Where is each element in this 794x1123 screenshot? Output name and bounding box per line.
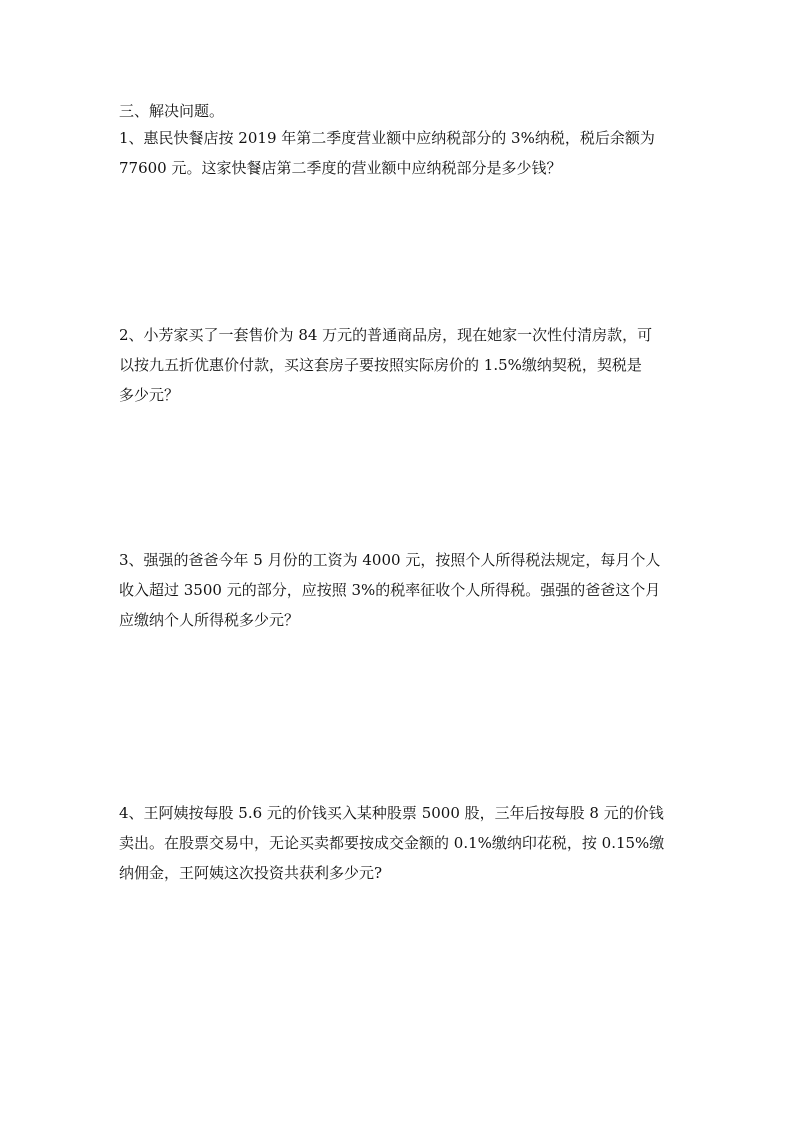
problem-1-line-1: 1、惠民快餐店按 2019 年第二季度营业额中应纳税部分的 3%纳税，税后余额为 xyxy=(119,129,655,147)
problem-3-line-3: 应缴纳个人所得税多少元？ xyxy=(119,611,300,629)
problem-4-line-3: 纳佣金，王阿姨这次投资共获利多少元? xyxy=(119,864,383,882)
problem-2-line-3: 多少元？ xyxy=(119,386,180,404)
problem-3 xyxy=(119,545,679,635)
problem-3-line-2: 收入超过 3500 元的部分，应按照 3%的税率征收个人所得税。强强的爸爸这个月 xyxy=(119,581,661,599)
problem-4 xyxy=(119,798,679,888)
section-title: 三、解决问题。 xyxy=(119,102,225,120)
problem-1 xyxy=(119,123,679,183)
problem-2-line-2: 以按九五折优惠价付款，买这套房子要按照实际房价的 1.5%缴纳契税，契税是 xyxy=(119,356,642,374)
problem-4-line-2: 卖出。在股票交易中，无论买卖都要按成交金额的 0.1%缴纳印花税，按 0.15%缴 xyxy=(119,834,665,852)
problem-1-line-2: 77600 元。这家快餐店第二季度的营业额中应纳税部分是多少钱？ xyxy=(119,159,562,177)
problem-2 xyxy=(119,320,679,410)
problem-2-line-1: 2、小芳家买了一套售价为 84 万元的普通商品房，现在她家一次性付清房款，可 xyxy=(119,326,653,344)
problem-4-line-1: 4、王阿姨按每股 5.6 元的价钱买入某种股票 5000 股，三年后按每股 8 元的价钱 xyxy=(119,804,664,822)
problem-3-line-1: 3、强强的爸爸今年 5 月份的工资为 4000 元，按照个人所得税法规定，每月个人 xyxy=(119,551,661,569)
